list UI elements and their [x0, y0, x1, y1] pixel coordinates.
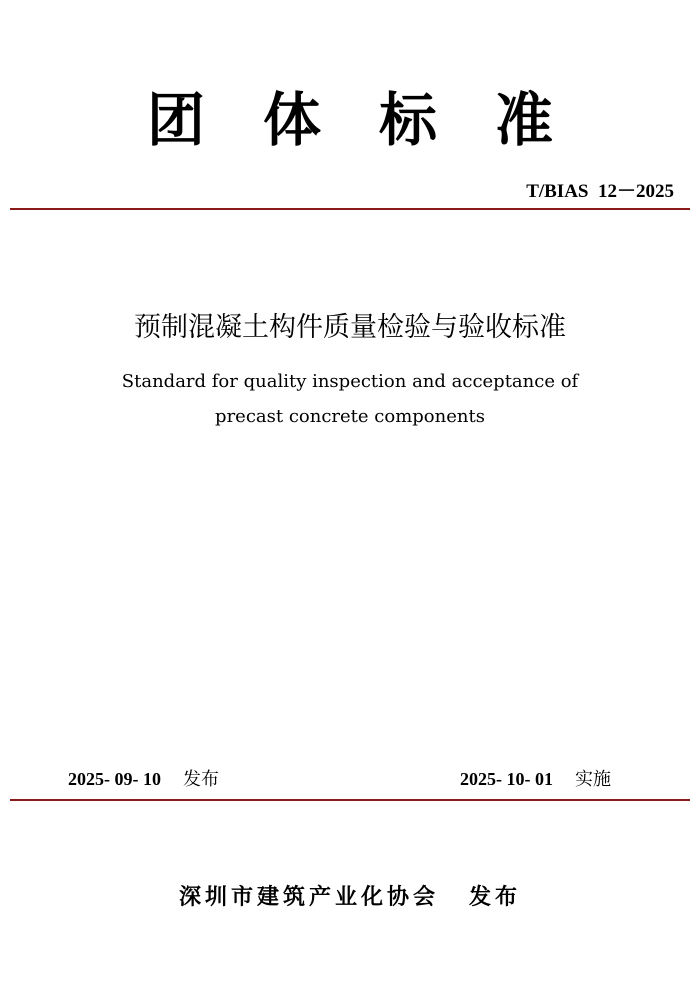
top-divider: [10, 208, 690, 210]
implement-date: 2025- 10- 01: [460, 769, 553, 789]
chinese-title: 预制混凝土构件质量检验与验收标准: [134, 312, 566, 343]
english-title-line-1: Standard for quality inspection and acceptance of: [121, 371, 579, 392]
document-category-title: 团体标准: [146, 86, 611, 154]
standard-number: T/BIAS 12－2025: [526, 181, 674, 202]
english-title-line-2: precast concrete components: [215, 406, 485, 427]
issue-date-block: [68, 766, 219, 793]
publisher-line: [0, 882, 700, 914]
publisher-organization: 深圳市建筑产业化协会: [178, 885, 439, 910]
implement-label: 实施: [575, 769, 611, 790]
publisher-label: 发布: [469, 885, 522, 910]
issue-label: 发布: [183, 769, 219, 790]
bottom-divider: [10, 799, 690, 801]
issue-date: 2025- 09- 10: [68, 769, 161, 789]
implement-date-block: [460, 766, 611, 793]
